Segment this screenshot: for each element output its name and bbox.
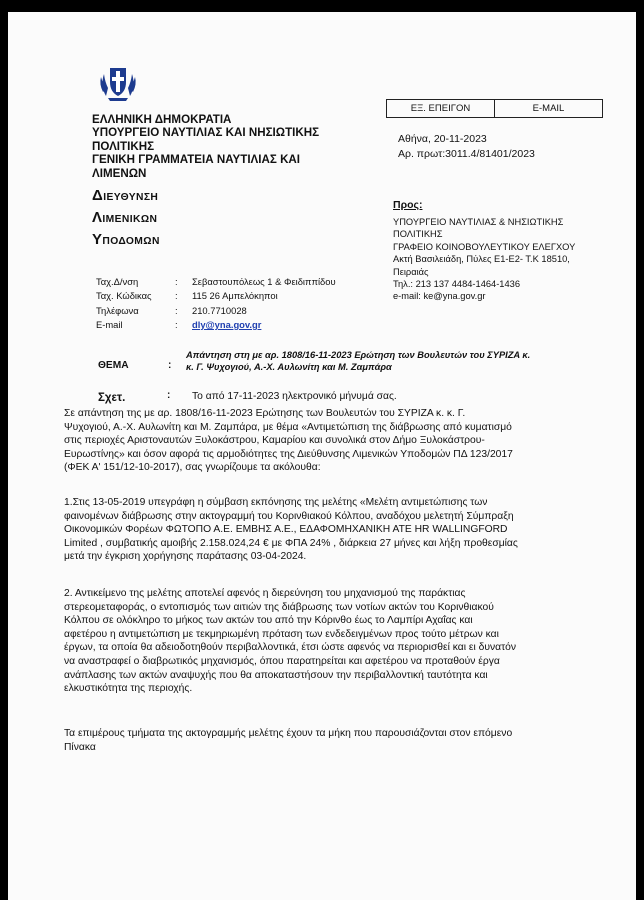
recipient-line: Τηλ.: 213 137 4484-1464-1436: [393, 279, 520, 290]
subject-line-1: Απάντηση στη με αρ. 1808/16-11-2023 Ερώτηση των Βουλευτών του ΣΥΡΙΖΑ κ.: [186, 350, 531, 360]
body-paragraph-3: Τα επιμέρους τμήματα της ακτογραμμής μελέτης έχουν τα μήκη που παρουσιάζονται στον επόμενο Πίνακα: [64, 728, 513, 753]
body-paragraph-1: 1.Στις 13-05-2019 υπεγράφη η σύμβαση εκπόνησης της μελέτης «Μελέτη αντιμετώπισης των φαινομένων διάβρωσης στην ακτογραμμή του Κορινθιακού Κόλπου, αναδόχου μελετητή Σύμπραξη Οικονομικών Φορέων ΦΩΤΟΠΟ Α.Ε. ΕΜΒΗΣ Α.Ε., ΕΔΑΦΟΜΗΧΑΝΙΚΗ ΑΤΕ HR WALLINGFORD Limited , συμβατικής αμοιβής 2.158.024,24 € με ΦΠΑ 24% , διάρκεια 27 μήνες και λήξη προθεσμίας μετά την έγκριση χορήγησης παράτασης 03-04-2024.: [64, 497, 518, 563]
subject-line-2: κ. Γ. Ψυχογιού, Α.-Χ. Αυλωνίτη και Μ. Ζαμπάρα: [186, 362, 392, 372]
subject-label: ΘΕΜΑ: [98, 360, 129, 371]
org-line: ΓΕΝΙΚΗ ΓΡΑΜΜΑΤΕΙΑ ΝΑΥΤΙΛΙΑΣ ΚΑΙ: [92, 153, 301, 167]
body-paragraph-intro: Σε απάντηση της με αρ. 1808/16-11-2023 Ερώτησης των Βουλευτών του ΣΥΡΙΖΑ κ. κ. Γ. Ψυχογιού, Α.-Χ. Αυλωνίτη και Μ. Ζαμπάρα, με θέμα «Αντιμετώπιση της διάβρωσης από κυματισμό στις περιοχές Αριστοναυτών Ξυλοκάστρου, Καμαρίου και συνολικά στον Δήμο Ξυλοκάστρου- Ευρωστίνης» και όσον αφορά τις αρμοδιότητες της Διεύθυνσης Λιμενικών Υποδομών ΠΔ 123/2017 (ΦΕΚ Α' 151/12-10-2017), σας γνωρίζουμε τα ακόλουθα:: [64, 408, 513, 474]
department-line: ΥΠΟΔΟΜΩΝ: [92, 231, 160, 248]
recipient-line: Ακτή Βασιλειάδη, Πύλες Ε1-Ε2- Τ.Κ 18510,: [393, 254, 570, 265]
subject-colon: :: [168, 360, 172, 371]
greek-coat-of-arms-icon: [96, 62, 140, 102]
protocol-number: Αρ. πρωτ:3011.4/81401/2023: [398, 148, 535, 160]
reference-label: Σχετ.: [98, 392, 126, 404]
org-line: ΥΠΟΥΡΓΕΙΟ ΝΑΥΤΙΛΙΑΣ ΚΑΙ ΝΗΣΙΩΤΙΚΗΣ: [92, 126, 320, 140]
contact-row: Ταχ. Κώδικας : 115 26 Αμπελόκηποι: [96, 290, 278, 301]
email-tag: E-MAIL: [532, 103, 565, 114]
department-line: ΔΙΕΥΘΥΝΣΗ: [92, 187, 159, 204]
org-line: ΠΟΛΙΤΙΚΗΣ: [92, 139, 155, 153]
contact-row: E-mail : dly@yna.gov.gr: [96, 319, 262, 330]
document-page: [8, 12, 636, 900]
reference-colon: :: [167, 390, 171, 401]
recipient-line: ΠΟΛΙΤΙΚΗΣ: [393, 229, 443, 240]
recipient-line: ΓΡΑΦΕΙΟ ΚΟΙΝΟΒΟΥΛΕΥΤΙΚΟΥ ΕΛΕΓΧΟΥ: [393, 241, 576, 252]
recipient-line: ΥΠΟΥΡΓΕΙΟ ΝΑΥΤΙΛΙΑΣ & ΝΗΣΙΩΤΙΚΗΣ: [393, 217, 564, 227]
recipient-block: [393, 216, 603, 303]
recipient-heading: Προς:: [393, 199, 423, 211]
recipient-line: Πειραιάς: [393, 266, 429, 277]
body-paragraph-2: 2. Αντικείμενο της μελέτης αποτελεί αφενός η διερεύνηση του μηχανισμού της παράκτιας στερεομεταφοράς, ο εντοπισμός των αιτιών της διάβρωσης των νοτίων ακτών του Κορινθιακού Κόλπου σε ολόκληρο το μήκος των ακτών του από την Κόρινθο έως το Λαμπίρι Αχαΐας και αφετέρου η αντιμετώπιση με τεκμηριωμένη πρόταση των ενδεδειγμένων προς τούτο μέτρων και έργων, τα οποία θα αδειοδοτηθούν περιβαλλοντικά, έτσι ώστε αφενός να περιορισθεί και ει δυνατόν να αναστραφεί ο διαβρωτικός μηχανισμός, όπου παρατηρείται και αφετέρου να προταθούν έργα ανάπλασης των ακτών αναψυχής που θα αποκαταστήσουν την περιβαλλοντική ταυτότητα και ελκυστικότητα της περιοχής.: [64, 588, 517, 695]
org-line: ΛΙΜΕΝΩΝ: [92, 166, 147, 180]
org-line: ΕΛΛΗΝΙΚΗ ΔΗΜΟΚΡΑΤΙΑ: [92, 113, 232, 126]
issuing-authority: [92, 113, 319, 180]
reference-text: Το από 17-11-2023 ηλεκτρονικό μήνυμά σας.: [192, 391, 397, 402]
urgency-tag: ΕΞ. ΕΠΕΙΓΟΝ: [387, 100, 495, 117]
delivery-tags-box: [386, 99, 603, 118]
contact-row: Τηλέφωνα : 210.7710028: [96, 305, 247, 316]
department-line: ΛΙΜΕΝΙΚΩΝ: [92, 209, 158, 226]
contact-row: Ταχ.Δ/νση : Σεβαστουπόλεως 1 & Φειδιππίδου: [96, 276, 336, 287]
recipient-line: e-mail: ke@yna.gov.gr: [393, 291, 486, 302]
email-link[interactable]: dly@yna.gov.gr: [192, 319, 262, 330]
document-date: Αθήνα, 20-11-2023: [398, 133, 487, 145]
